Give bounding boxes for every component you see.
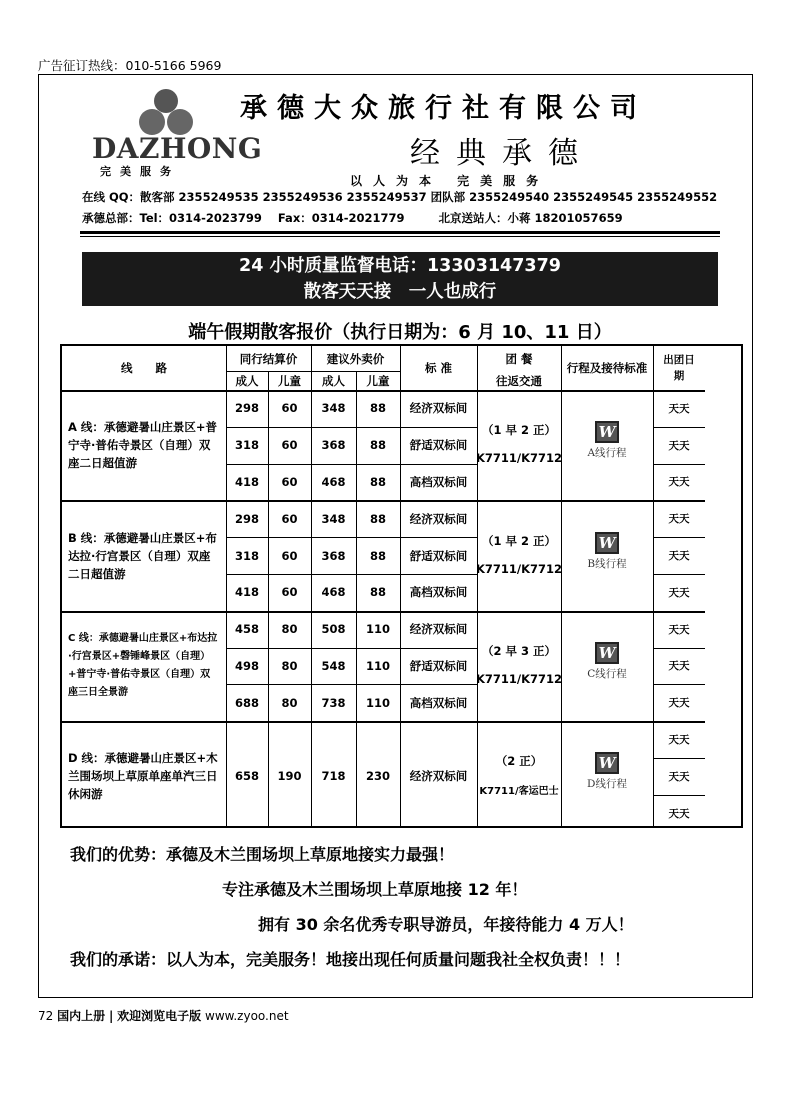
route-cell: B 线：承德避暑山庄景区+布达拉·行宫景区（自理）双座二日超值游 <box>68 530 217 581</box>
price-cell: 468 <box>321 474 346 489</box>
departure-cell: 天天 <box>668 734 690 747</box>
departure-cell: 天天 <box>668 402 690 415</box>
price-cell: 高档双标间 <box>409 695 468 710</box>
footer-text: 欢迎浏览电子版 <box>117 1009 202 1023</box>
price-cell: 高档双标间 <box>409 474 468 489</box>
price-cell: 190 <box>277 769 302 784</box>
header-adult: 成人 <box>235 373 259 388</box>
itinerary-link[interactable]: B线行程 <box>587 557 627 570</box>
price-cell: 508 <box>321 622 346 637</box>
price-cell: 298 <box>234 511 259 526</box>
header-departure: 出团日期 <box>663 354 695 382</box>
meal-cell: （2 早 3 正） <box>481 644 556 658</box>
itinerary-link[interactable]: D线行程 <box>587 778 627 791</box>
price-cell: 658 <box>234 769 259 784</box>
price-cell: 348 <box>321 511 346 526</box>
row-line <box>226 648 477 649</box>
departure-cell: 天天 <box>668 513 690 526</box>
price-cell: 110 <box>365 622 390 637</box>
meal-cell: （1 早 2 正） <box>481 423 556 438</box>
price-cell: 688 <box>234 695 259 710</box>
row-line <box>226 427 477 428</box>
departure-cell: 天天 <box>668 697 690 710</box>
price-cell: 368 <box>321 548 346 563</box>
row-line <box>653 648 705 649</box>
contact-fax: Fax：0314-2021779 <box>277 211 405 225</box>
price-cell: 88 <box>369 438 386 453</box>
price-cell: 经济双标间 <box>409 401 468 416</box>
banner-line-2: 散客天天接 一人也成行 <box>303 282 497 302</box>
page-number: 72 <box>38 1009 54 1023</box>
departure-cell: 天天 <box>668 807 690 820</box>
price-cell: 88 <box>369 474 386 489</box>
price-cell: 高档双标间 <box>409 585 468 600</box>
price-cell: 88 <box>369 511 386 526</box>
price-cell: 88 <box>369 585 386 600</box>
price-cell: 80 <box>281 622 298 637</box>
price-cell: 298 <box>234 401 259 416</box>
col-line <box>311 346 312 828</box>
word-doc-icon[interactable]: W <box>595 421 619 443</box>
header-rule-thin <box>80 236 720 237</box>
header-route: 线 路 <box>121 361 167 375</box>
meal-cell: （2 正） <box>495 754 543 769</box>
logo-wordmark: DAZHONG <box>92 132 263 165</box>
header-child: 儿童 <box>278 373 301 388</box>
footer-url: www.zyoo.net <box>205 1009 289 1023</box>
price-cell: 368 <box>321 438 346 453</box>
contact-qq: 在线 QQ：散客部 2355249535 2355249536 2355249537 团队部 2355249540 2355249545 2355249552 <box>82 190 718 204</box>
route-cell: C 线：承德避暑山庄景区+布达拉·行宫景区+磬锤峰景区（自理）+普宁寺·普佑寺景区（自理）双座三日全景游 <box>68 632 218 698</box>
footer-separator: | <box>108 1009 114 1023</box>
banner-line-1: 24 小时质量监督电话：13303147379 <box>239 256 561 276</box>
word-doc-icon[interactable]: W <box>595 642 619 664</box>
row-line <box>653 464 705 465</box>
price-cell: 498 <box>234 658 259 673</box>
price-cell: 60 <box>281 548 298 563</box>
row-line <box>226 537 477 538</box>
price-cell: 60 <box>281 401 298 416</box>
price-cell: 经济双标间 <box>409 769 468 784</box>
contact-beijing: 北京送站人：小蒋 18201057659 <box>438 211 623 225</box>
departure-cell: 天天 <box>668 770 690 783</box>
departure-cell: 天天 <box>668 623 690 636</box>
price-cell: 230 <box>365 769 390 784</box>
transport-cell: K7711/K7712 <box>475 451 563 466</box>
header-meal: 团 餐 <box>505 351 533 366</box>
logo-tagline: 完美服务 <box>100 165 180 178</box>
promise-line: 我们的承诺：以人为本，完美服务！地接出现任何质量问题我社全权负责！！！ <box>70 950 631 969</box>
price-cell: 60 <box>281 585 298 600</box>
price-cell: 318 <box>234 548 259 563</box>
departure-cell: 天天 <box>668 660 690 673</box>
col-line <box>226 346 227 828</box>
price-cell: 458 <box>234 622 259 637</box>
advantage-line-2: 专注承德及木兰围场坝上草原地接 12 年！ <box>222 880 528 899</box>
price-cell: 738 <box>321 695 346 710</box>
departure-cell: 天天 <box>668 586 690 599</box>
header-child: 儿童 <box>366 373 390 388</box>
departure-cell: 天天 <box>668 439 690 452</box>
price-cell: 60 <box>281 438 298 453</box>
header-transport: 往返交通 <box>496 373 542 388</box>
price-subtitle: 端午假期散客报价（执行日期为：6 月 10、11 日） <box>188 322 612 343</box>
price-cell: 88 <box>369 401 386 416</box>
departure-cell: 天天 <box>668 550 690 563</box>
row-line <box>653 537 705 538</box>
row-line <box>226 684 477 685</box>
price-cell: 348 <box>321 401 346 416</box>
price-table <box>60 344 743 828</box>
itinerary-link[interactable]: C线行程 <box>587 668 627 680</box>
price-cell: 经济双标间 <box>409 622 468 637</box>
company-motto: 以人为本 完美服务 <box>350 174 550 188</box>
col-line <box>561 346 562 828</box>
word-doc-icon[interactable]: W <box>595 752 619 774</box>
price-cell: 418 <box>234 474 259 489</box>
price-cell: 548 <box>321 658 346 673</box>
col-line <box>356 371 357 828</box>
row-line <box>226 464 477 465</box>
company-name: 承德大众旅行社有限公司 <box>240 93 647 124</box>
header-adult: 成人 <box>322 373 345 388</box>
price-cell: 60 <box>281 511 298 526</box>
row-line <box>653 758 705 759</box>
company-slogan: 经典承德 <box>410 136 594 171</box>
price-cell: 舒适双标间 <box>409 438 468 453</box>
price-cell: 318 <box>234 438 259 453</box>
price-cell: 60 <box>281 474 298 489</box>
footer-section: 国内上册 <box>57 1009 106 1023</box>
departure-cell: 天天 <box>668 476 690 489</box>
price-cell: 舒适双标间 <box>409 548 468 563</box>
contact-address <box>82 210 635 226</box>
header-standard: 标 准 <box>424 361 452 375</box>
advantage-line-3: 拥有 30 余名优秀专职导游员，年接待能力 4 万人！ <box>258 915 634 934</box>
price-cell: 468 <box>321 585 346 600</box>
ad-hotline: 广告征订热线：010-5166 5969 <box>38 58 222 73</box>
price-cell: 舒适双标间 <box>409 658 468 673</box>
advantage-line-1: 我们的优势：承德及木兰围场坝上草原地接实力最强！ <box>70 845 455 864</box>
row-line <box>226 574 477 575</box>
transport-cell: K7711/客运巴士 <box>479 785 559 797</box>
itinerary-link[interactable]: A线行程 <box>587 447 627 460</box>
three-circles-logo-icon <box>137 88 195 138</box>
word-doc-icon[interactable]: W <box>595 532 619 554</box>
transport-cell: K7711/K7712 <box>475 672 563 686</box>
hotline-banner <box>82 252 718 306</box>
contact-hq: 承德总部：Tel：0314-2023799 <box>82 211 262 225</box>
col-line <box>653 346 654 828</box>
price-cell: 110 <box>365 695 390 710</box>
price-cell: 718 <box>321 769 346 784</box>
transport-cell: K7711/K7712 <box>475 561 563 576</box>
header-trade-price: 同行结算价 <box>239 351 298 366</box>
route-cell: D 线：承德避暑山庄景区+木兰围场坝上草原单座单汽三日休闲游 <box>68 751 218 802</box>
header-suggest-price: 建议外卖价 <box>326 351 385 366</box>
meal-cell: （1 早 2 正） <box>481 533 556 548</box>
header-itinerary: 行程及接待标准 <box>566 361 648 375</box>
header-mid-line <box>226 371 400 372</box>
row-line <box>653 795 705 796</box>
price-cell: 110 <box>365 658 390 673</box>
page-footer <box>38 1007 289 1024</box>
route-cell: A 线：承德避暑山庄景区+普宁寺·普佑寺景区（自理）双座二日超值游 <box>68 420 218 471</box>
row-line <box>653 427 705 428</box>
price-cell: 418 <box>234 585 259 600</box>
col-line <box>477 346 478 828</box>
col-line <box>400 346 401 828</box>
col-line <box>268 371 269 828</box>
row-line <box>653 574 705 575</box>
row-line <box>653 684 705 685</box>
price-cell: 80 <box>281 695 298 710</box>
header-rule <box>80 231 720 234</box>
price-cell: 经济双标间 <box>409 511 468 526</box>
price-cell: 80 <box>281 658 298 673</box>
price-cell: 88 <box>369 548 386 563</box>
